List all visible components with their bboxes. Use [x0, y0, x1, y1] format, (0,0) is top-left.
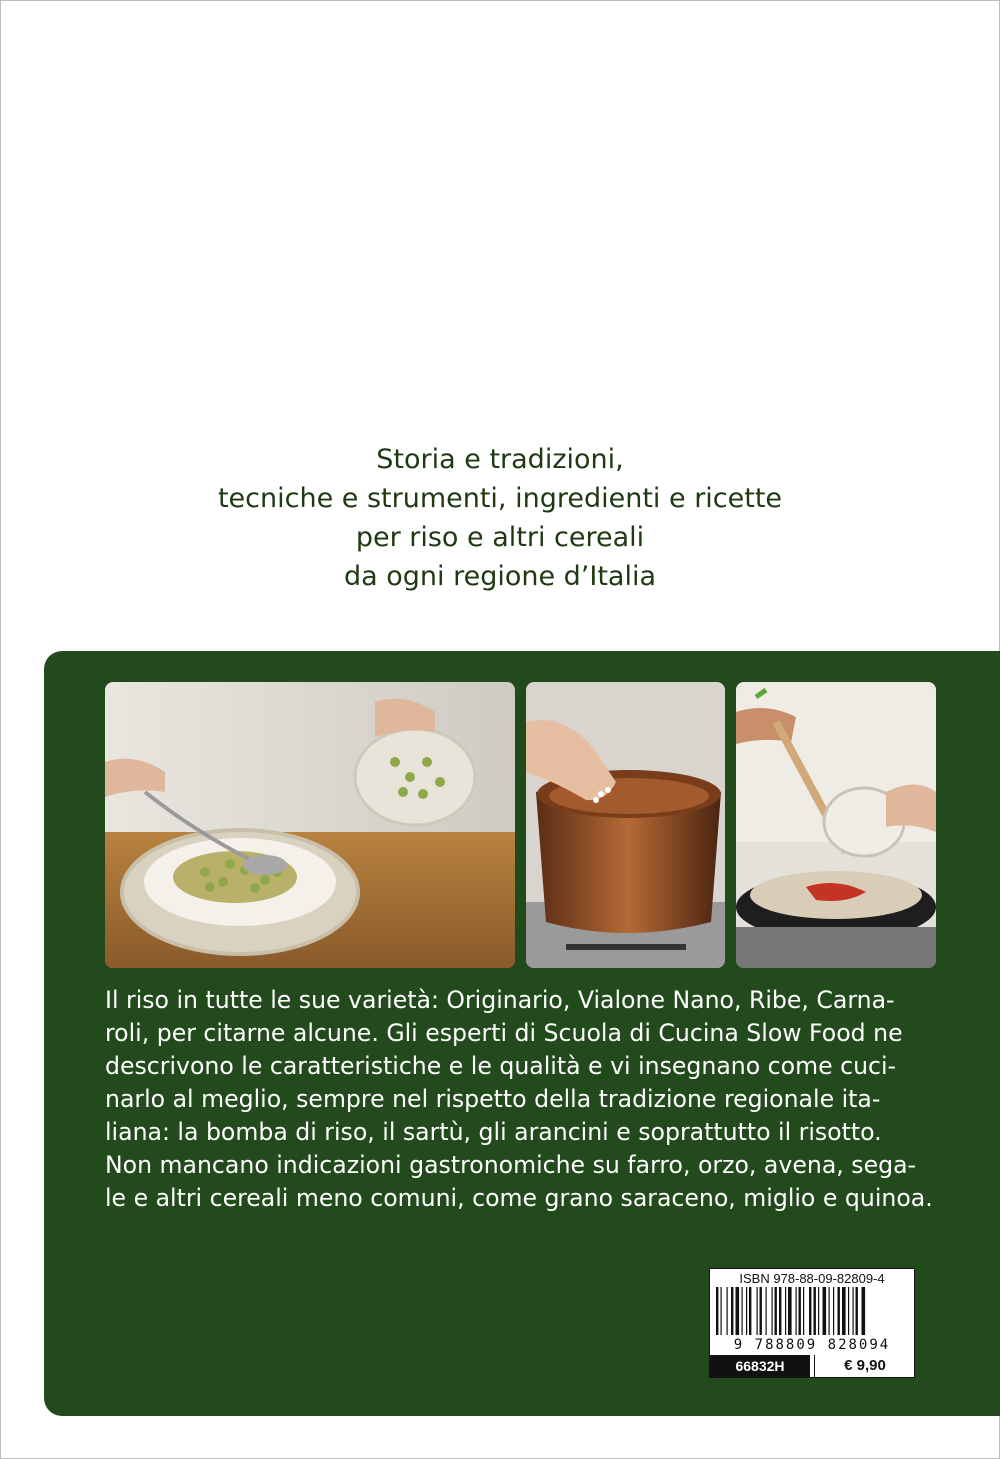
description-line: narlo al meglio, sempre nel rispetto della tradizione regionale ita-: [105, 1085, 881, 1113]
description: [105, 984, 938, 1215]
tagline-line: Storia e tradizioni,: [376, 444, 624, 475]
product-code: 66832H: [710, 1355, 810, 1377]
barcode-block: [709, 1268, 915, 1378]
bowl-with-peas-photo: [105, 682, 515, 968]
tagline-line: da ogni regione d’Italia: [343, 561, 657, 592]
description-line: descrivono le caratteristiche e le qualità e vi insegnano come cuci-: [105, 1052, 897, 1080]
tagline: [0, 440, 1000, 596]
barcode-bars: [716, 1287, 908, 1337]
description-line: Il riso in tutte le sue varietà: Originario, Vialone Nano, Ribe, Carna-: [105, 986, 895, 1014]
description-line: roli, per citarne alcune. Gli esperti di Scuola di Cucina Slow Food ne: [105, 1019, 903, 1047]
tagline-line: tecniche e strumenti, ingredienti e ricette: [217, 483, 783, 514]
isbn-text: ISBN 978-88-09-82809-4: [739, 1271, 885, 1286]
description-line: liana: la bomba di riso, il sartù, gli arancini e soprattutto il risotto.: [105, 1118, 882, 1146]
price-label: € 9,90: [814, 1355, 915, 1377]
copper-pot-photo: [526, 682, 725, 968]
barcode-digits: 9 788809 828094: [733, 1337, 891, 1353]
description-line: le e altri cereali meno comuni, come grano saraceno, miglio e quinoa.: [105, 1184, 933, 1212]
tagline-line: per riso e altri cereali: [355, 522, 645, 553]
pan-with-rice-photo: [736, 682, 936, 968]
description-line: Non mancano indicazioni gastronomiche su farro, orzo, avena, sega-: [105, 1151, 917, 1179]
